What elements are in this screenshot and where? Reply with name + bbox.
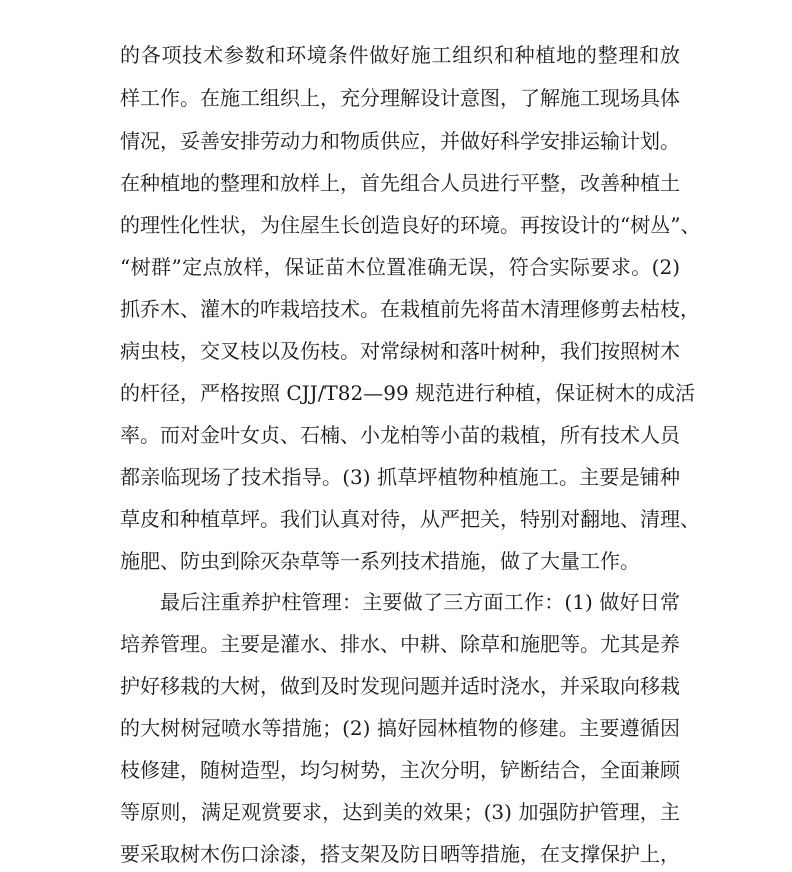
text-line: 病虫枝，交叉枝以及伤枝。对常绿树和落叶树种，我们按照树木 xyxy=(120,339,680,363)
text-line: 在种植地的整理和放样上，首先组合人员进行平整，改善种植土 xyxy=(120,171,680,195)
paragraph-first-line: 最后注重养护柱管理：主要做了三方面工作：(1) 做好日常 xyxy=(160,590,680,614)
text-line: 的大树树冠喷水等措施；(2) 搞好园林植物的修建。主要遵循因 xyxy=(120,716,680,740)
text-line: 样工作。在施工组织上，充分理解设计意图，了解施工现场具体 xyxy=(120,86,680,110)
text-line: 情况，妥善安排劳动力和物质供应，并做好科学安排运输计划。 xyxy=(120,129,680,153)
text-line: 抓乔木、灌木的咋栽培技术。在栽植前先将苗木清理修剪去枯枝， xyxy=(120,297,700,321)
text-line: 施肥、防虫到除灭杂草等一系列技术措施，做了大量工作。 xyxy=(120,549,640,573)
text-line: 草皮和种植草坪。我们认真对待，从严把关，特别对翻地、清理、 xyxy=(120,507,700,531)
text-line: 培养管理。主要是灌水、排水、中耕、除草和施肥等。尤其是养 xyxy=(120,632,680,656)
text-line: 等原则，满足观赏要求，达到美的效果；(3) 加强防护管理，主 xyxy=(120,800,680,824)
text-line: 都亲临现场了技术指导。(3) 抓草坪植物种植施工。主要是铺种 xyxy=(120,465,680,489)
text-line: 护好移栽的大树，做到及时发现问题并适时浇水，并采取向移栽 xyxy=(120,674,680,698)
text-line: 枝修建，随树造型，均匀树势，主次分明，铲断结合，全面兼顾 xyxy=(120,758,680,782)
text-line: 的理性化性状，为住屋生长创造良好的环境。再按设计的“树丛”、 xyxy=(120,213,701,237)
text-line: 的各项技术参数和环境条件做好施工组织和种植地的整理和放 xyxy=(120,43,680,67)
text-line: 的杆径，严格按照 CJJ/T82—99 规范进行种植，保证树木的成活 xyxy=(120,381,696,405)
text-line: 率。而对金叶女贞、石楠、小龙柏等小苗的栽植，所有技术人员 xyxy=(120,423,680,447)
text-line: 要采取树木伤口涂漆，搭支架及防日晒等措施，在支撑保护上， xyxy=(120,842,680,866)
text-line: “树群”定点放样，保证苗木位置准确无误，符合实际要求。(2) xyxy=(120,255,680,279)
